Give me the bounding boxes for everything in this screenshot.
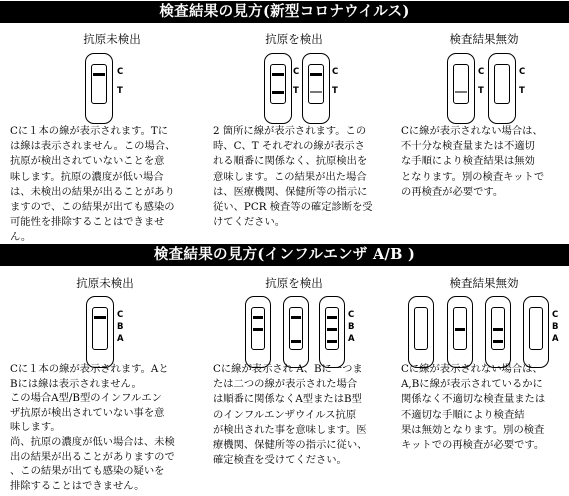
covid-positive-description: 2 箇所に線が表示されます。この 時、C、T それぞれの線が表示さ れる順番に関係なく、抗原検出を 意味します。この結果が出た場合 は、医療機関、保健所等の指示に 従い、PCR 検査等の確定診断を受 けてください。 [213,125,373,229]
covid-invalid-description: Cに線が表示されない場合は、 不十分な検査量または不適切 な手順により検査結果は無効 となります。別の検査キットで の再検査が必要です。 [401,125,545,198]
line-label-t: T [332,86,338,96]
control-line [327,316,337,319]
line-label-c: C [117,310,124,320]
control-line [94,316,106,319]
a-line [327,340,337,343]
flu-invalid-title: 検査結果無効 [449,276,519,290]
control-line [253,316,263,319]
line-label-c: C [348,310,355,320]
flu-negative-description: Cに１本の線が表示されます。Aと Bには線は表示されません。 この場合A型/B型のインフルエン ザ抗原が検出されていない事を意 味します。 尚、抗原の濃度が低い場合は、未検 出の結果が出ることがありますので 、この結果が出ても感染の疑いを 排除することはできません。 [10,363,175,492]
line-label-a: A [348,334,355,344]
control-line [310,73,322,76]
flu-positive-title: 抗原を検出 [265,276,323,290]
line-label-b: B [348,322,355,332]
control-line [93,73,105,76]
test-line [272,91,284,94]
line-label-b: B [117,322,124,332]
line-label-t: T [478,86,484,96]
a-line [291,340,301,343]
covid-positive-title: 抗原を検出 [265,32,323,46]
line-label-c: C [117,67,124,77]
control-line [291,316,301,319]
line-label-t: T [293,86,299,96]
line-label-c: C [552,310,559,320]
control-line [272,73,284,76]
covid-section-banner: 検査結果の見方(新型コロナウイルス) [0,1,569,23]
test-line [455,91,467,93]
b-line [253,328,263,331]
line-label-c: C [293,67,300,77]
b-line [455,328,465,331]
line-label-b: B [552,322,559,332]
flu-negative-title: 抗原未検出 [76,276,134,290]
covid-invalid-title: 検査結果無効 [449,32,519,46]
flu-section-banner: 検査結果の見方(インフルエンザ A/B ) [0,244,569,266]
line-label-c: C [519,67,526,77]
b-line [327,328,337,331]
line-label-c: C [332,67,339,77]
flu-invalid-description: Cに線が表示されない場合は、 A,Bに線が表示されているかに 関係なく不適切な検査量または 不適切な手順により検査結 果は無効となります。別の検査 キットでの再検査が必要です。 [401,363,546,452]
flu-positive-description: Cに線が表示され A、Bに一つま たは二つの線が表示された場合 は順番に関係なくA型またはB型 のインフルエンザウイルス抗原 が検出された事を意味します。医 療機関、保健所等の指示に従い、 確定検査を受けてください。 [213,363,368,467]
a-line [493,340,503,343]
line-label-t: T [117,86,123,96]
line-label-a: A [117,334,124,344]
covid-negative-description: Cに１本の線が表示されます。Tに は線は表示されません。この場合、 抗原が検出されていないことを意 味します。抗原の濃度が低い場合 は、未検出の結果が出ることがあり ますので、この結果が出ても感染の 可能性を排除することはできませ ん。 [10,125,176,244]
covid-negative-title: 抗原未検出 [83,32,141,46]
line-label-c: C [478,67,485,77]
line-label-a: A [552,334,559,344]
test-line-faint [310,91,322,93]
line-label-t: T [519,86,525,96]
b-line [493,328,503,331]
